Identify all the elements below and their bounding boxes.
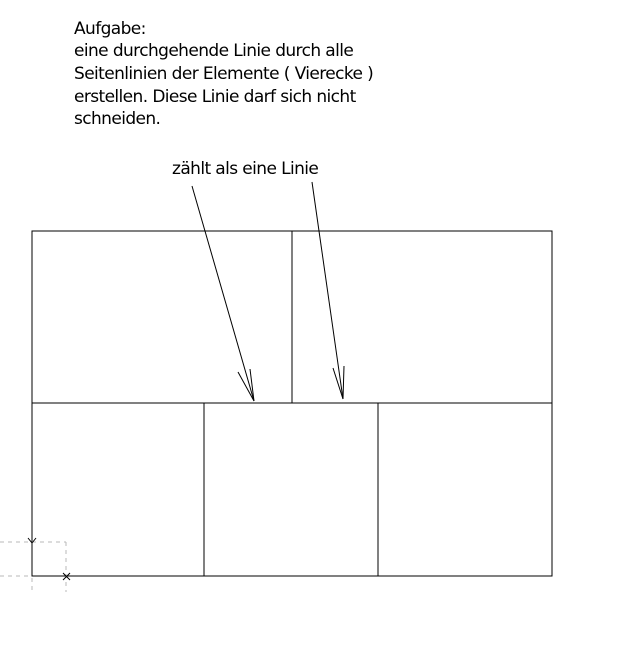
task-description [74, 19, 373, 129]
task-line-5: schneiden. [74, 109, 161, 129]
ucs-cross-icon [0, 538, 70, 592]
task-line-1: Aufgabe: [74, 19, 146, 39]
task-line-2: eine durchgehende Linie durch alle [74, 41, 354, 61]
rect-top-left[interactable] [32, 231, 292, 403]
rect-bottom-left[interactable] [32, 403, 204, 576]
annotation-label: zählt als eine Linie [172, 159, 319, 179]
leader-arrow-right [312, 182, 344, 399]
rect-bottom-right[interactable] [378, 403, 552, 576]
rect-bottom-middle[interactable] [204, 403, 378, 576]
leader-arrow-left [192, 186, 254, 401]
element-grid [32, 231, 552, 576]
task-line-3: Seitenlinien der Elemente ( Vierecke ) [74, 64, 374, 84]
task-line-4: erstellen. Diese Linie darf sich nicht [74, 87, 356, 107]
